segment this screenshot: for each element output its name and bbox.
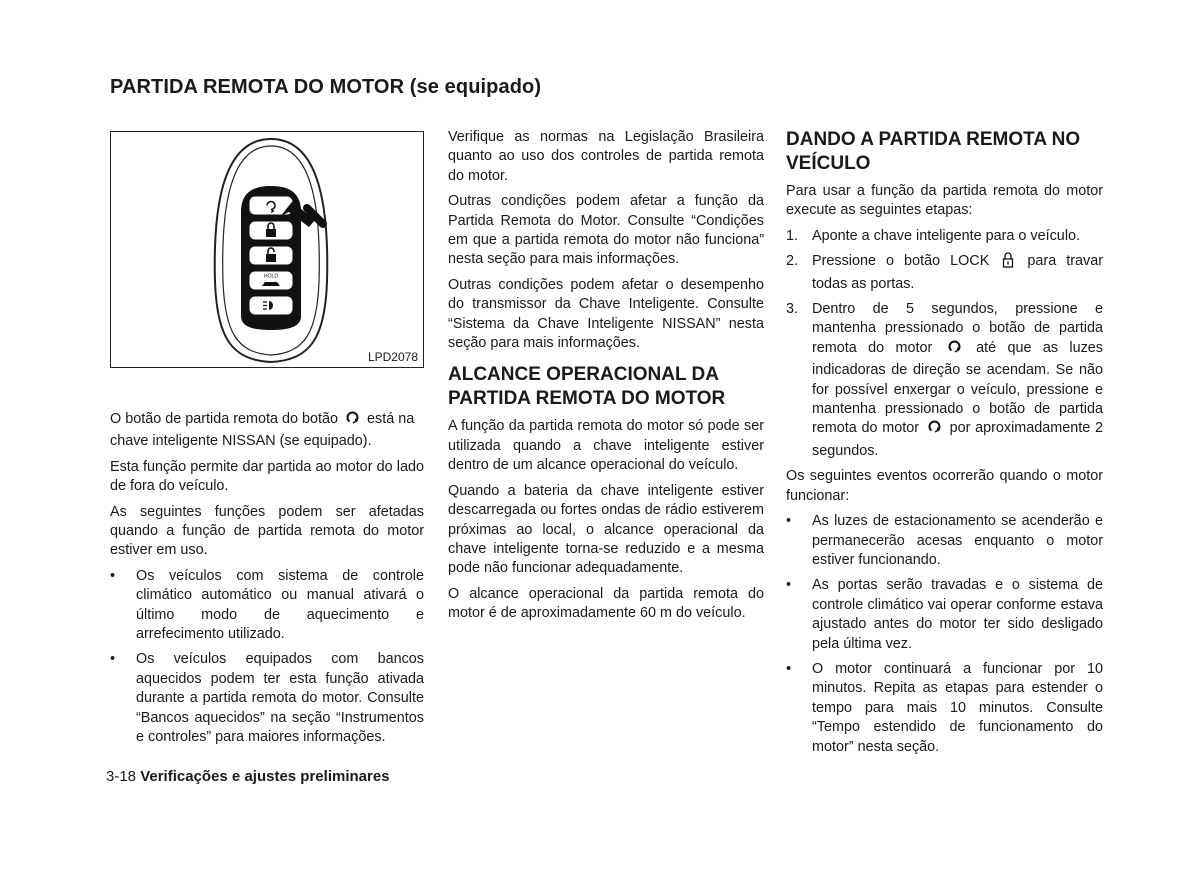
step-item: 2. Pressione o botão LOCK para travar todas as portas.	[786, 253, 1104, 292]
column-left	[110, 410, 424, 754]
bullet-list	[786, 512, 1103, 757]
list-item: • Os veículos com sistema de controle climático automático ou manual ativará o último modo de aquecimento e arrefecimento utilizado.	[110, 567, 424, 643]
footer-section-title: Verificações e ajustes preliminares	[140, 768, 390, 785]
page-title: PARTIDA REMOTA DO MOTOR (se equipado)	[110, 76, 542, 98]
fob-button-trunk	[249, 271, 293, 290]
section-heading: DANDO A PARTIDA REMOTA NO VEÍCULO	[786, 129, 1081, 174]
fob-button-unlock	[249, 246, 293, 265]
section-heading: ALCANCE OPERACIONAL DA PARTIDA REMOTA DO MOTOR	[448, 364, 726, 410]
paragraph: Os seguintes eventos ocorrerão quando o motor funcionar:	[786, 468, 1103, 504]
list-item: • O motor continuará a funcionar por 10 minutos. Repita as etapas para estender o tempo para mais 10 minutos. Consulte “Tempo estendido de funcionamento do motor” nesta seção.	[786, 660, 1103, 755]
page-number: 3-18	[106, 768, 137, 785]
paragraph: Outras condições podem afetar a função da Partida Remota do Motor. Consulte “Condições em que a partida remota do motor não funciona” nesta seção para mais informações.	[448, 193, 764, 268]
paragraph: As seguintes funções podem ser afetadas quando a função de partida remota do motor estiver em uso.	[110, 503, 424, 559]
paragraph: Esta função permite dar partida ao motor do lado de fora do veículo.	[110, 458, 424, 495]
intro-text-before: O botão de partida remota do botão	[110, 411, 339, 427]
remote-start-icon	[345, 411, 360, 432]
fob-button-headlight	[249, 296, 293, 315]
paragraph: Verifique as normas na Legislação Brasileira quanto ao uso dos controles de partida remota do motor.	[448, 129, 764, 184]
paragraph: O alcance operacional da partida remota do motor é de aproximadamente 60 m do veículo.	[448, 585, 764, 622]
list-item: • As luzes de estacionamento se acenderão e permanecerão acesas enquanto o motor estiver funcionando.	[786, 513, 1103, 568]
smart-key-illustration	[111, 132, 422, 366]
paragraph: A função da partida remota do motor só pode ser utilizada quando a chave inteligente estiver dentro de um alcance operacional do veículo.	[448, 418, 764, 474]
page-footer	[106, 768, 390, 785]
remote-start-icon	[947, 340, 962, 361]
key-fob-figure	[110, 131, 424, 368]
column-middle	[448, 128, 764, 630]
figure-label: LPD2078	[367, 350, 418, 364]
bullet-list	[110, 567, 424, 748]
hold-label: HOLD	[264, 273, 278, 280]
paragraph: Outras condições podem afetar o desempenho do transmissor da Chave Inteligente. Consulte “Sistema da Chave Inteligente NISSAN” nesta seção para mais informações.	[448, 276, 764, 352]
paragraph: Quando a bateria da chave inteligente estiver descarregada ou fortes ondas de rádio estiverem próximas ao local, o alcance operacional da chave inteligente torna-se reduzido e a mesma pode não funcionar adequadamente.	[448, 482, 764, 577]
remote-start-icon	[927, 420, 942, 441]
step-item: 1. Aponte a chave inteligente para o veículo.	[786, 227, 1081, 244]
intro-text-after: está na chave inteligente NISSAN (se equipado).	[110, 411, 415, 450]
intro-paragraph	[110, 410, 424, 452]
list-item: • As portas serão travadas e o sistema de controle climático vai operar conforme estava ajustado antes do motor ter sido desligado pela última vez.	[786, 577, 1103, 652]
step-item: 3. Dentro de 5 segundos, pressione e mantenha pressionado o botão de partida remota do motor até que as luzes indicadoras de direção se acendam. Se não for possível enxergar o veículo, pressione e mantenha pressionado o botão de partida remota do motor por aproximadamente 2 segundos.	[786, 301, 1104, 459]
lock-icon	[1002, 252, 1014, 274]
list-item: • Os veículos equipados com bancos aquecidos podem ter esta função ativada durante a partida remota do motor. Consulte “Bancos aquecidos” na seção “Instrumentos e controles” para maiores informações.	[110, 651, 424, 746]
column-right	[786, 128, 1103, 763]
step-list	[786, 227, 1103, 461]
paragraph: Para usar a função da partida remota do motor execute as seguintes etapas:	[786, 183, 1103, 219]
fob-button-lock	[249, 221, 293, 240]
